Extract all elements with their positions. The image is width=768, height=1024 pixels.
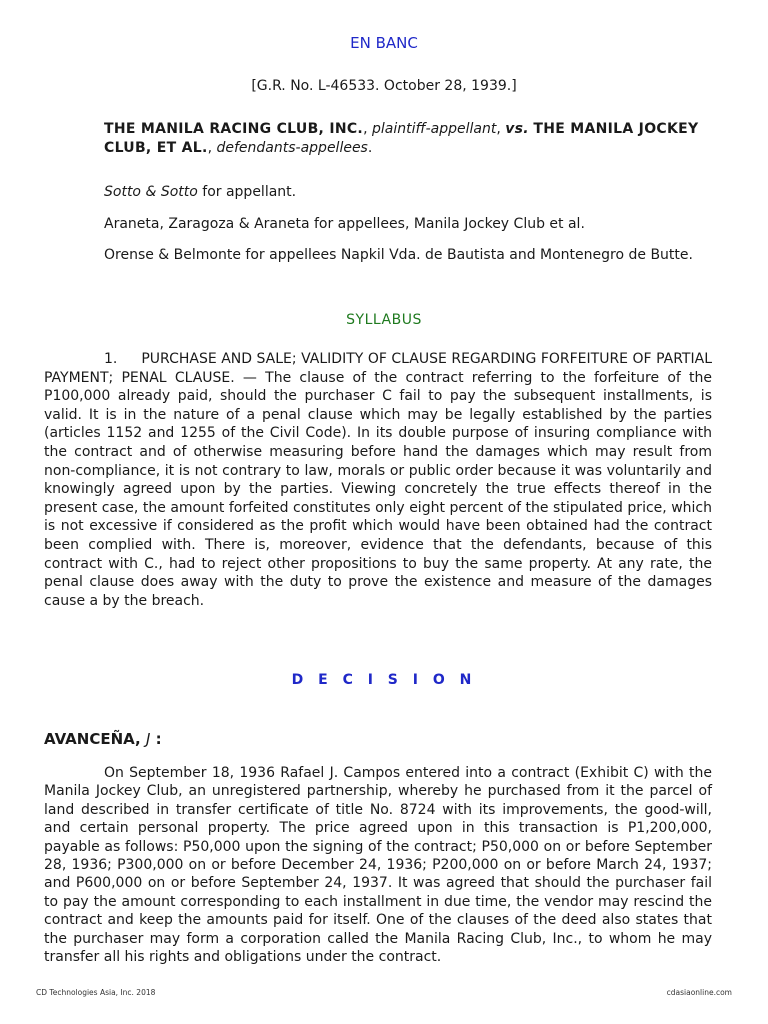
counsel-appellant: Sotto & Sotto for appellant. — [104, 184, 297, 200]
plaintiff-name: THE MANILA RACING CLUB, INC. — [104, 121, 364, 137]
division-heading: EN BANC — [350, 34, 418, 52]
counsel-appellees-2: Orense & Belmonte for appellees Napkil Vda. de Bautista and Montenegro de Butte. — [104, 247, 693, 263]
syllabus-body: PURCHASE AND SALE; VALIDITY OF CLAUSE REGARDING FORFEITURE OF PARTIAL PAYMENT; PENAL CLAUSE. — The clause of the contract referring to the forfeiture of the P100,000 already paid, should the purchaser C fail to pay the subsequent installments, is valid. It is in the nature of a penal clause which may be legally established by the parties (articles 1152 and 1255 of the Civil Code). In its double purpose of insuring compliance with the contract and of otherwise measuring before hand the damages which may result from non-compliance, it is not contrary to law, morals or public order because it was voluntarily and knowingly agreed upon by the parties. Viewing concretely the true effects thereof in the present case, the amount forfeited constitutes only eight percent of the stipulated price, which is not excessive if considered as the profit which would have been obtained had the contract been complied with. There is, moreover, evidence that the defendants, because of this contract with C., had to reject other propositions to buy the same property. At any rate, the penal clause does away with the duty to prove the existence and measure of the damages cause a by the breach. — [44, 351, 712, 609]
syllabus-number: 1. — [104, 351, 118, 367]
defendant-name: THE MANILA JOCKEY CLUB, ET AL. — [104, 121, 699, 156]
footer-publisher: CD Technologies Asia, Inc. 2018 — [36, 988, 156, 997]
decision-paragraph — [44, 764, 712, 966]
ponente-name: AVANCEÑA, — [44, 730, 141, 748]
plaintiff-role: plaintiff-appellant — [371, 121, 497, 137]
syllabus-text — [44, 350, 712, 610]
counsel-firm: Sotto & Sotto — [104, 184, 198, 200]
ponente: AVANCEÑA, J : — [44, 730, 162, 748]
case-parties: THE MANILA RACING CLUB, INC., plaintiff-appellant, vs. THE MANILA JOCKEY CLUB, ET AL., defendants-appellees. — [104, 121, 699, 156]
decision-body: On September 18, 1936 Rafael J. Campos entered into a contract (Exhibit C) with the Manila Jockey Club, an unregistered partnership, whereby he purchased from it the parcel of land described in transfer certificate of title No. 8724 with its improvements, the good-will, and certain personal property. The price agreed upon in this transaction is P1,200,000, payable as follows: P50,000 upon the signing of the contract; P50,000 on or before September 28, 1936; P300,000 on or before December 24, 1936; P200,000 on or before March 24, 1937; and P600,000 on or before September 24, 1937. It was agreed that should the purchaser fail to pay the amount corresponding to each installment in due time, the vendor may rescind the contract and keep the amounts paid for itself. One of the clauses of the deed also states that the purchaser may form a corporation called the Manila Racing Club, Inc., to whom he may transfer all his rights and obligations under the contract. — [44, 765, 712, 966]
syllabus-heading: SYLLABUS — [346, 312, 422, 328]
footer-website: cdasiaonline.com — [666, 988, 732, 997]
case-number: [G.R. No. L-46533. October 28, 1939.] — [251, 78, 517, 94]
versus-label: vs. — [505, 121, 529, 137]
counsel-appellees-1: Araneta, Zaragoza & Araneta for appellees, Manila Jockey Club et al. — [104, 216, 585, 232]
defendant-role: defendants-appellees — [216, 140, 368, 156]
ponente-title: J — [145, 730, 151, 748]
decision-heading: D E C I S I O N — [291, 672, 477, 688]
